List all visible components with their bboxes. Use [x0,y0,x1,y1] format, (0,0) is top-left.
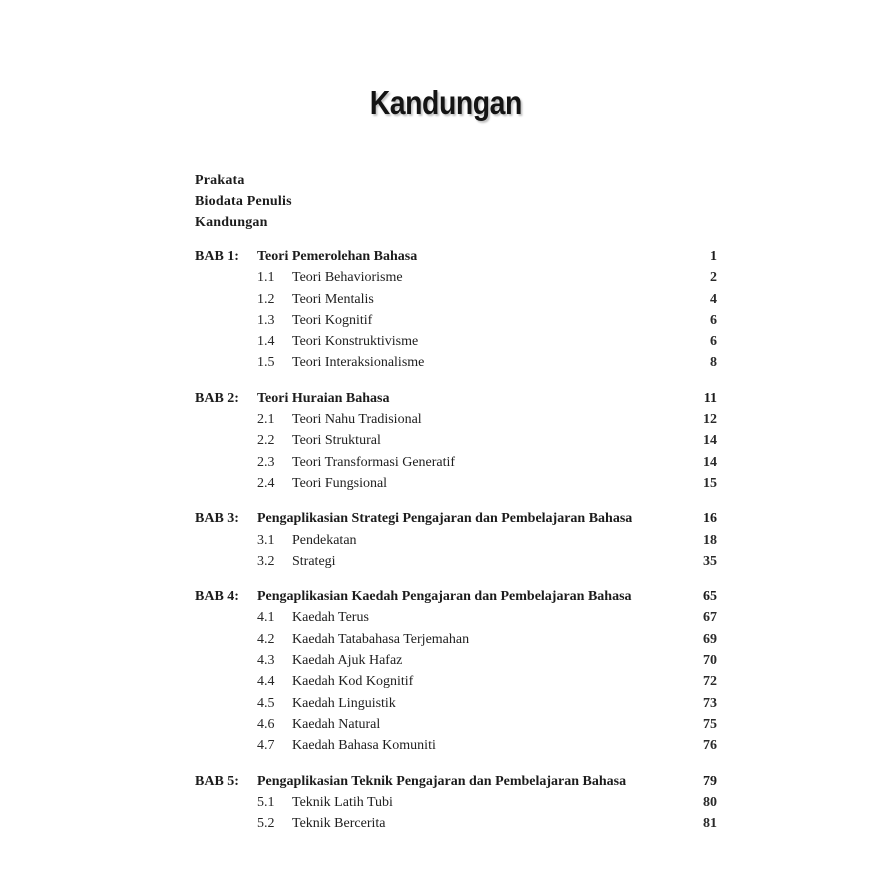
section-title: Kaedah Bahasa Komuniti [292,738,436,754]
section-title: Teori Nahu Tradisional [292,412,422,428]
section-title: Teori Konstruktivisme [292,334,419,350]
chapter-heading-row [195,771,717,792]
page-number: 6 [710,312,717,328]
section-title: Kaedah Linguistik [292,695,396,711]
section-row [195,551,717,572]
page-number: 2 [710,270,717,286]
section-number: 4.3 [257,653,275,669]
page-number: 76 [703,738,717,754]
section-title: Kaedah Terus [292,610,369,626]
section-title: Teori Kognitif [292,312,373,328]
section-title: Strategi [292,553,336,569]
section-row [195,530,717,551]
page-number: 16 [703,511,717,527]
section-row [195,792,717,813]
section-row [195,714,717,735]
chapter-1 [195,246,717,374]
page-number: 12 [703,412,717,428]
section-row [195,813,717,834]
section-number: 3.2 [257,553,275,569]
section-title: Kaedah Natural [292,716,381,732]
page-number: 14 [703,433,717,449]
section-number: 4.5 [257,695,275,711]
section-row [195,735,717,756]
page-number: 72 [703,674,717,690]
section-row [195,693,717,714]
chapter-2 [195,388,717,494]
section-number: 1.3 [257,312,275,328]
section-number: 3.1 [257,532,275,548]
section-row [195,607,717,628]
page-number: 11 [703,390,717,406]
page-number: 70 [703,653,717,669]
section-row [195,267,717,288]
chapter-title: Pengaplikasian Kaedah Pengajaran dan Pembelajaran Bahasa [257,589,632,605]
section-row [195,650,717,671]
page-number: 18 [703,532,717,548]
front-matter-item-kandungan: Kandungan [195,215,268,230]
chapter-heading-row [195,508,717,529]
section-title: Teori Transformasi Generatif [292,454,456,470]
section-title: Teori Behaviorisme [292,270,403,286]
section-number: 1.2 [257,291,275,307]
section-row [195,352,717,373]
chapter-label: BAB 5: [195,773,239,789]
section-title: Teori Fungsional [292,475,388,491]
chapter-heading-row [195,586,717,607]
chapter-title: Pengaplikasian Strategi Pengajaran dan Pembelajaran Bahasa [257,511,633,527]
chapter-label: BAB 1: [195,249,239,264]
chapter-label: BAB 4: [195,589,239,605]
section-number: 5.1 [257,794,275,810]
section-number: 5.2 [257,816,275,832]
page-number: 79 [703,773,717,789]
section-row [195,452,717,473]
section-number: 4.4 [257,674,275,690]
front-matter-item-prakata: Prakata [195,173,245,188]
page-number: 73 [703,695,717,711]
section-row [195,409,717,430]
front-matter-item-biodata-penulis: Biodata Penulis [195,194,292,209]
chapter-5 [195,771,717,835]
page-number: 15 [703,475,717,491]
section-number: 4.2 [257,631,275,647]
chapter-title: Teori Pemerolehan Bahasa [257,249,418,264]
section-number: 2.4 [257,475,275,491]
page-number: 1 [710,249,717,264]
page-number: 4 [710,291,717,307]
section-number: 1.5 [257,355,275,371]
section-title: Kaedah Ajuk Hafaz [292,653,403,669]
section-row [195,473,717,494]
section-row [195,430,717,451]
page-number: 14 [703,454,717,470]
section-row [195,629,717,650]
section-row [195,289,717,310]
page-number: 75 [703,716,717,732]
chapter-heading-row [195,388,717,409]
section-title: Teknik Bercerita [292,816,386,832]
chapter-label: BAB 3: [195,511,239,527]
section-row [195,310,717,331]
page-number: 69 [703,631,717,647]
front-matter-list [195,170,292,233]
page-number: 67 [703,610,717,626]
chapter-heading-row [195,246,717,267]
chapter-3 [195,508,717,572]
section-number: 2.1 [257,412,275,428]
chapter-title: Pengaplikasian Teknik Pengajaran dan Pembelajaran Bahasa [257,773,627,789]
chapter-4 [195,586,717,756]
section-number: 1.1 [257,270,275,286]
section-number: 2.3 [257,454,275,470]
section-title: Teori Mentalis [292,291,374,307]
section-number: 1.4 [257,334,275,350]
section-number: 4.7 [257,738,275,754]
page-number: 80 [703,794,717,810]
section-title: Teknik Latih Tubi [292,794,393,810]
page-number: 65 [703,589,717,605]
chapter-title: Teori Huraian Bahasa [257,390,390,406]
page-number: 8 [710,355,717,371]
section-row [195,671,717,692]
section-title: Pendekatan [292,532,357,548]
page-title: Kandungan [369,84,522,121]
section-number: 2.2 [257,433,275,449]
page-number: 35 [703,553,717,569]
table-of-contents [195,246,717,848]
section-title: Kaedah Tatabahasa Terjemahan [292,631,470,647]
page-number: 81 [703,816,717,832]
section-row [195,331,717,352]
section-title: Kaedah Kod Kognitif [292,674,414,690]
chapter-label: BAB 2: [195,390,239,406]
section-number: 4.1 [257,610,275,626]
section-title: Teori Struktural [292,433,381,449]
page-number: 6 [710,334,717,350]
section-number: 4.6 [257,716,275,732]
section-title: Teori Interaksionalisme [292,355,425,371]
